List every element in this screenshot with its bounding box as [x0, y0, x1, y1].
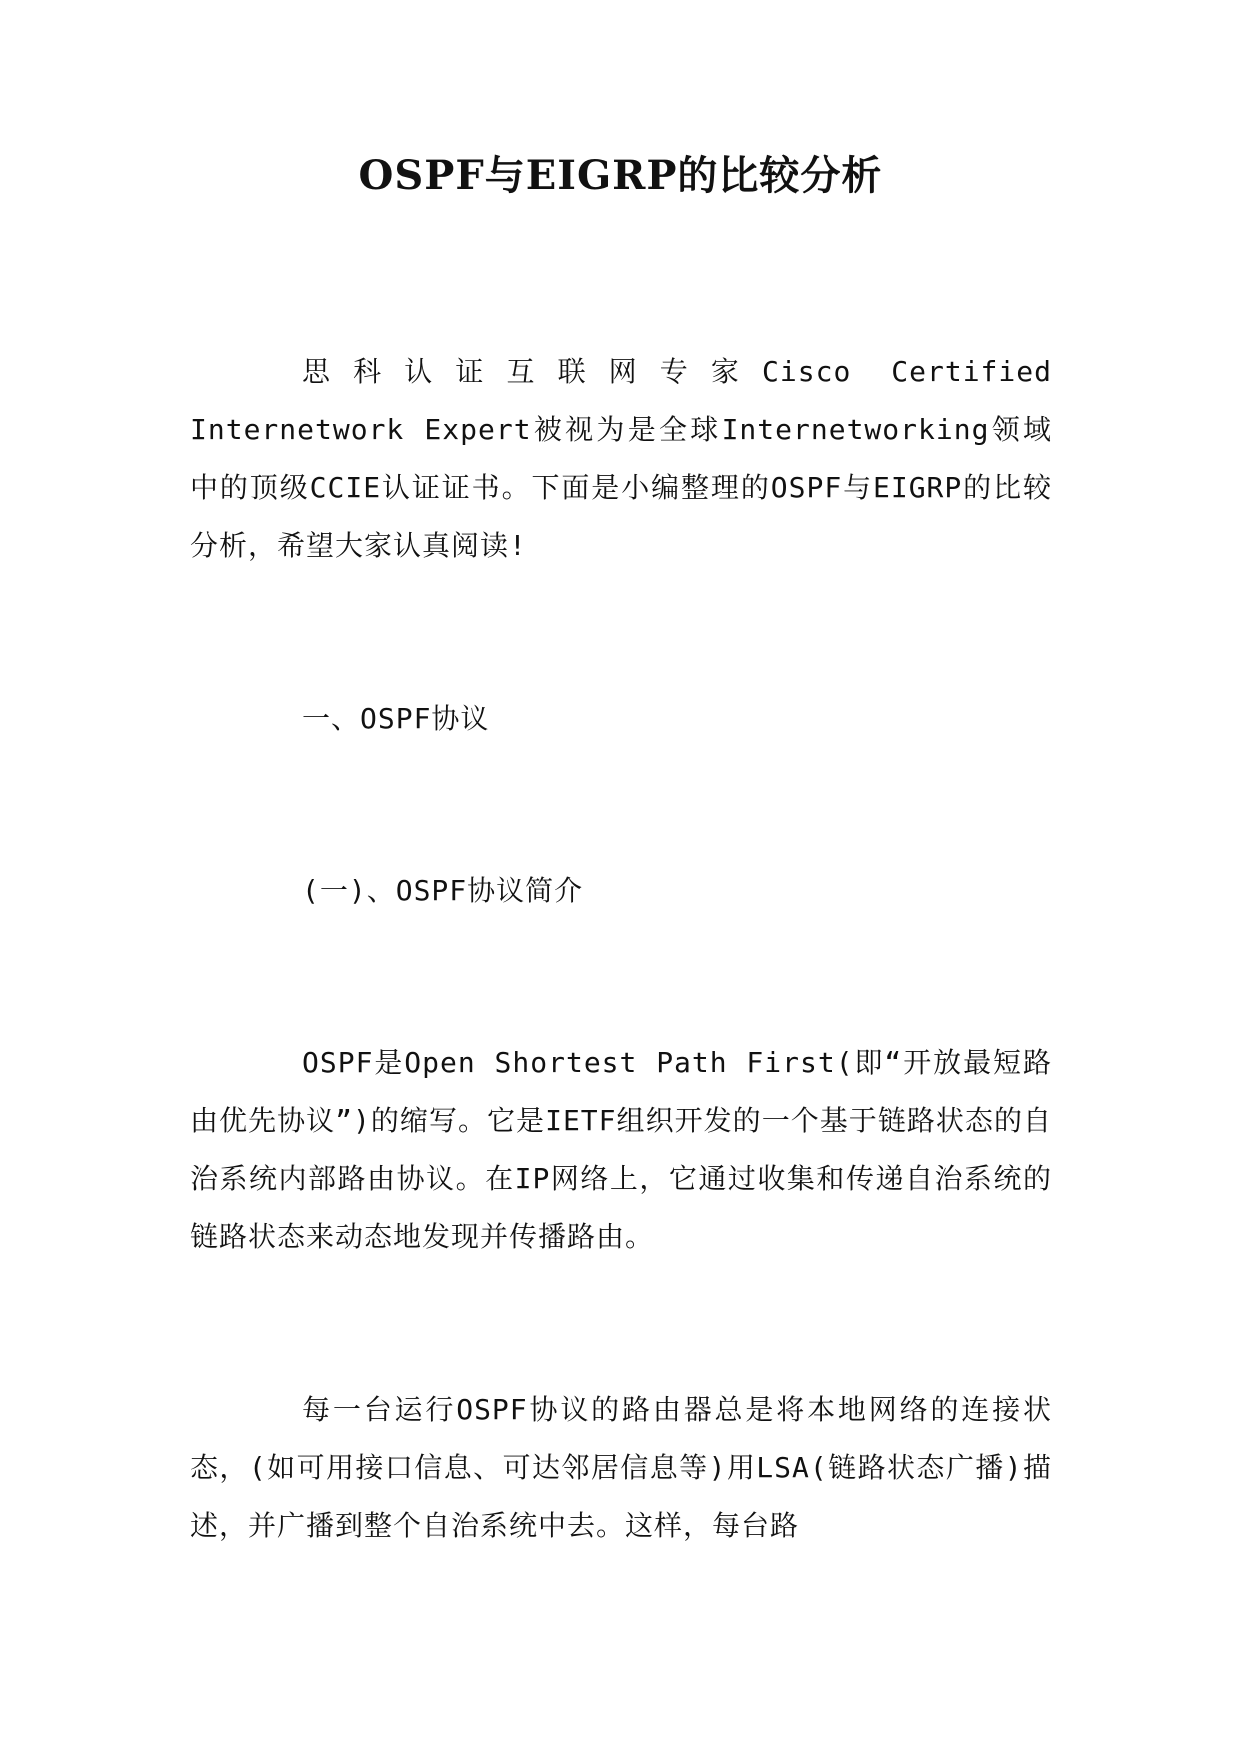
document-title: OSPF与EIGRP的比较分析 [358, 152, 883, 199]
subsection-heading-ospf-intro: (一)、OSPF协议简介 [302, 874, 584, 907]
ospf-definition-paragraph: OSPF是Open Shortest Path First(即“开放最短路由优先协议”)的缩写。它是IETF组织开发的一个基于链路状态的自治系统内部路由协议。在IP网络上，它通过收集和传递自治系统的链路状态来动态地发现并传播路由。 [190, 1046, 1052, 1253]
intro-paragraph: 思科认证互联网专家Cisco Certified Internetwork Expert被视为是全球Internetworking领域中的顶级CCIE认证证书。下面是小编整理的OSPF与EIGRP的比较分析，希望大家认真阅读! [190, 355, 1052, 562]
section-heading-ospf: 一、OSPF协议 [302, 702, 490, 735]
ospf-lsa-paragraph: 每一台运行OSPF协议的路由器总是将本地网络的连接状态，(如可用接口信息、可达邻居信息等)用LSA(链路状态广播)描述，并广播到整个自治系统中去。这样，每台路 [190, 1393, 1052, 1542]
